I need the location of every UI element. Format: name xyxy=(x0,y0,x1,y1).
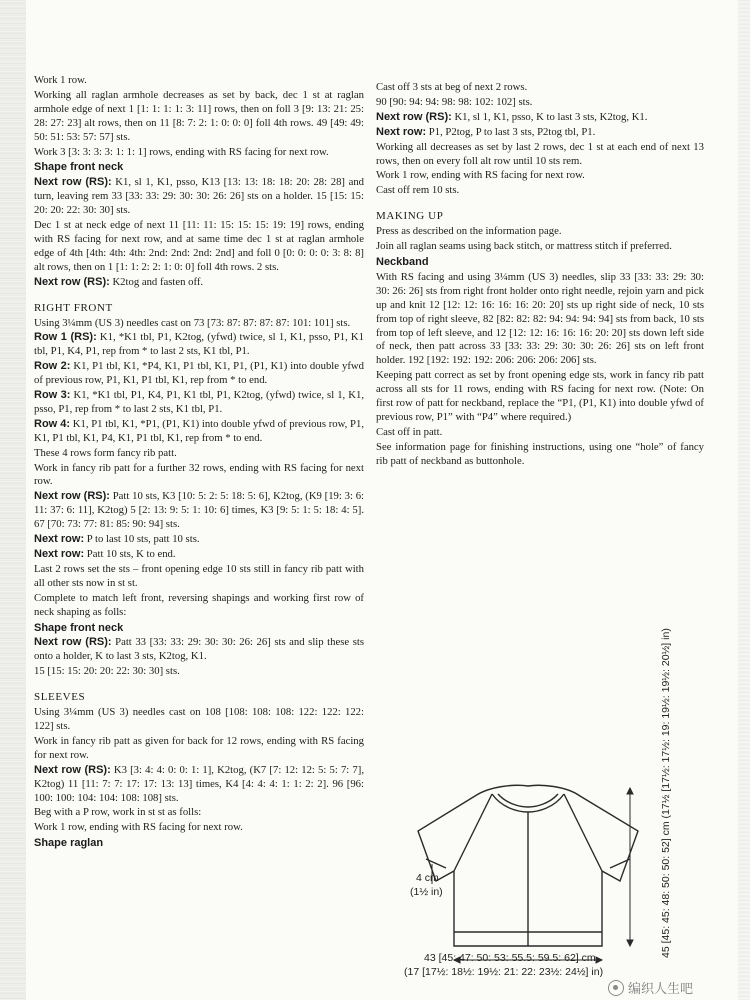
paragraph: Work 3 [3: 3: 3: 3: 1: 1: 1] rows, ending with RS facing for next row. xyxy=(34,145,329,158)
paragraph: Cast off 3 sts at beg of next 2 rows. xyxy=(376,81,528,93)
paragraph: Join all raglan seams using back stitch, or mattress stitch if preferred. xyxy=(376,240,672,253)
paragraph: 90 [90: 94: 94: 98: 98: 102: 102] sts. xyxy=(376,95,533,108)
neckline xyxy=(492,794,564,812)
paragraph: Beg with a P row, work in st st as folls: xyxy=(34,806,202,819)
row-label: Row 2: xyxy=(34,360,71,373)
paragraph: Using 3¼mm (US 3) needles cast on 73 [73: 87: 87: 87: 87: 101: 101] sts. xyxy=(34,316,351,329)
paragraph: Work in fancy rib patt for a further 32 rows, ending with RS facing for next row. xyxy=(34,461,364,488)
subheading: Shape raglan xyxy=(34,837,104,850)
watermark xyxy=(608,978,693,997)
right-column xyxy=(376,81,704,469)
row-label: Next row (RS): xyxy=(34,275,110,288)
row-label: Row 3: xyxy=(34,389,71,402)
subheading: Shape front neck xyxy=(34,621,124,634)
row-label: Next row: xyxy=(34,533,85,546)
instruction-row xyxy=(34,331,364,359)
sleeve-measure-in: (1½ in) xyxy=(410,886,443,898)
row-label: Row 1 (RS): xyxy=(34,331,97,344)
paragraph: Cast off in patt. xyxy=(376,425,443,438)
section-heading: SLEEVES xyxy=(34,691,86,704)
row-text: Patt 10 sts, K to end. xyxy=(84,548,176,560)
section-heading: MAKING UP xyxy=(376,210,444,223)
subheading: Neckband xyxy=(376,255,429,268)
paragraph: These 4 rows form fancy rib patt. xyxy=(34,446,177,459)
row-text: K1, P1 tbl, K1, *P1, (P1, K1) into double yfwd of previous row, P1, K1, P1 tbl, K1, P4, K1, P1 tbl, K1, rep from * to end. xyxy=(34,417,364,444)
instruction-row xyxy=(34,418,364,446)
instruction-row xyxy=(34,636,364,664)
length-measure: 45 [45: 45: 48: 50: 50: 52] cm (17½ [17½: 17½: 19: 19½: 19½: 20½] in) xyxy=(660,628,672,958)
paragraph: Keeping patt correct as set by front opening edge sts, work in fancy rib patt across all sts for 11 rows, ending with RS facing for next row. (Note: On first row of patt for neckband, replace the “P1, (P1, K1) into double yfwd of previous row, P1” with “P4” where required.) xyxy=(376,369,704,423)
row-text: K1, sl 1, K1, psso, K to last 3 sts, K2tog, K1. xyxy=(451,110,648,123)
instruction-row xyxy=(34,764,364,806)
row-text: K1, *K1 tbl, P1, K4, P1, K1 tbl, P1, K2tog, (yfwd) twice, sl 1, K1, psso, P1, rep from * to last 2 sts, K1 tbl, P1. xyxy=(34,389,365,415)
row-text: K3 [3: 4: 4: 0: 0: 1: 1], K2tog, (K7 [7: 12: 12: 5: 5: 7: 7], K2tog) 11 [11: 7: 7: 17: 17: 13: 13] times, K4 [4: 4: 4: 1: 1: 2: 2]. 96 [96: 100: 100: 104: 104: 108: 108] sts. xyxy=(34,763,364,804)
row-text: K2tog and fasten off. xyxy=(109,275,204,288)
paragraph: Last 2 rows set the sts – front opening edge 10 sts still in fancy rib patt with all other sts now in st st. xyxy=(34,562,364,589)
paragraph: Complete to match left front, reversing shapings and working first row of neck shaping as folls: xyxy=(34,591,364,618)
row-text: K1, sl 1, K1, psso, K13 [13: 13: 18: 18: 20: 28: 28] and turn, leaving rem 33 [33: 33: 29: 30: 30: 26: 26] sts on a holder. 15 [15: 15: 20: 20: 22: 30: 30] sts. xyxy=(34,176,365,217)
scan-edge-right xyxy=(738,0,750,1000)
wechat-logo-icon xyxy=(608,980,624,996)
row-label: Next row (RS): xyxy=(376,110,452,123)
instruction-row xyxy=(34,176,364,218)
row-text: K1, P1 tbl, K1, *P4, K1, P1 tbl, K1, P1, (P1, K1) into double yfwd of previous row, P1, K1, P1 tbl, K1, rep from * to end. xyxy=(34,360,364,387)
scan-edge-left xyxy=(0,0,26,1000)
paragraph: See information page for finishing instructions, using one “hole” of fancy rib patt of neckband as buttonhole. xyxy=(376,440,704,467)
instruction-row xyxy=(376,111,704,125)
row-label: Next row (RS): xyxy=(34,490,110,503)
left-column xyxy=(34,74,364,851)
width-measure-cm: 43 [45: 47: 50: 53: 55.5: 59.5: 62] cm xyxy=(424,952,596,964)
paragraph: Work 1 row, ending with RS facing for next row. xyxy=(376,169,585,182)
instruction-row xyxy=(34,548,364,562)
row-label: Row 4: xyxy=(34,417,71,430)
paragraph: Working all raglan armhole decreases as set by back, dec 1 st at raglan armhole edge of next 1 [1: 1: 1: 1: 3: 11] rows, then on foll 3 [9: 13: 21: 25: 28: 27: 23] alt rows, then on 11 [8: 7: 2: 1: 0: 0: 0] foll 4th rows. 49 [49: 49: 50: 51: 53: 57: 57] sts. xyxy=(34,88,364,143)
instruction-row xyxy=(34,276,364,290)
row-text: Patt 10 sts, K3 [10: 5: 2: 5: 18: 5: 6], K2tog, (K9 [19: 3: 6: 11: 37: 6: 11], K2tog) 5 [2: 13: 9: 5: 1: 10: 6] times, K3 [9: 5: 1: 5: 18: 4: 5]. 67 [70: 73: 77: 81: 85: 90: 94] sts. xyxy=(34,490,365,531)
row-text: K1, *K1 tbl, P1, K2tog, (yfwd) twice, sl 1, K1, psso, P1, K1 tbl, P1, K4, P1, rep from * to last 2 sts, K1 tbl, P1. xyxy=(34,331,364,358)
row-label: Next row (RS): xyxy=(34,763,111,776)
section-heading: RIGHT FRONT xyxy=(34,301,113,314)
instruction-row xyxy=(34,490,364,532)
sleeve-measure-cm: 4 cm xyxy=(416,872,439,884)
row-label: Next row: xyxy=(34,548,85,560)
instruction-row xyxy=(34,389,364,417)
width-measure-in: (17 [17½: 18½: 19½: 21: 22: 23½: 24½] in) xyxy=(404,966,604,978)
paragraph: Press as described on the information page. xyxy=(376,225,562,238)
paragraph: Cast off rem 10 sts. xyxy=(376,184,460,197)
paragraph: With RS facing and using 3¼mm (US 3) needles, slip 33 [33: 33: 29: 30: 30: 26: 26] sts from right front holder onto right needle, rejoin yarn and pick up and knit 12 [12: 12: 16: 16: 16: 20: 20] sts up right side of neck, 10 sts from top of right sleeve, 82 [82: 82: 82: 94: 94: 94: 94] sts from back, 10 sts from top of left sleeve, and 12 [12: 12: 16: 16: 16: 20: 20] sts down left side of neck, then patt across 33 [33: 33: 29: 30: 30: 26: 26] sts on left front holder. 192 [192: 192: 192: 206: 206: 206: 206] sts. xyxy=(376,270,704,367)
watermark-text: 编织人生吧 xyxy=(628,982,694,997)
row-label: Next row (RS): xyxy=(34,176,112,189)
paragraph: Using 3¼mm (US 3) needles cast on 108 [108: 108: 108: 122: 122: 122: 122] sts. xyxy=(34,706,364,732)
paragraph: Working all decreases as set by last 2 rows, dec 1 st at each end of next 13 rows, then on every foll alt row until 10 sts rem. xyxy=(376,140,704,167)
paragraph: Work 1 row, ending with RS facing for next row. xyxy=(34,821,243,834)
paragraph: Work in fancy rib patt as given for back for 12 rows, ending with RS facing for next row. xyxy=(34,734,364,761)
paragraph: 15 [15: 15: 20: 20: 22: 30: 30] sts. xyxy=(34,665,180,678)
garment-schematic xyxy=(380,628,680,986)
row-text: P to last 10 sts, patt 10 sts. xyxy=(84,533,200,546)
row-text: P1, P2tog, P to last 3 sts, P2tog tbl, P1. xyxy=(426,125,596,138)
instruction-row xyxy=(34,360,364,388)
neckband xyxy=(498,794,558,807)
row-label: Next row (RS): xyxy=(34,636,112,649)
row-label: Next row: xyxy=(376,125,427,138)
paragraph: Dec 1 st at neck edge of next 11 [11: 11: 15: 15: 15: 19: 19] rows, ending with RS facing for next row, and at same time dec 1 st at raglan armhole edge of 4th [4th: 4th: 4th: 2nd: 2nd: 2nd: 2nd] and foll 0 [0: 0: 0: 0: 3: 8: 8] alt rows, then on 1 [1: 1: 2: 2: 1: 0: 0] foll 4th rows. 2 sts. xyxy=(34,219,364,273)
instruction-row xyxy=(376,126,704,140)
subheading: Shape front neck xyxy=(34,161,124,174)
paragraph: Work 1 row. xyxy=(34,74,87,86)
instruction-row xyxy=(34,533,364,547)
row-text: Patt 33 [33: 33: 29: 30: 30: 26: 26] sts and slip these sts onto a holder, K to last 3 sts, K2tog, K1. xyxy=(34,636,365,663)
